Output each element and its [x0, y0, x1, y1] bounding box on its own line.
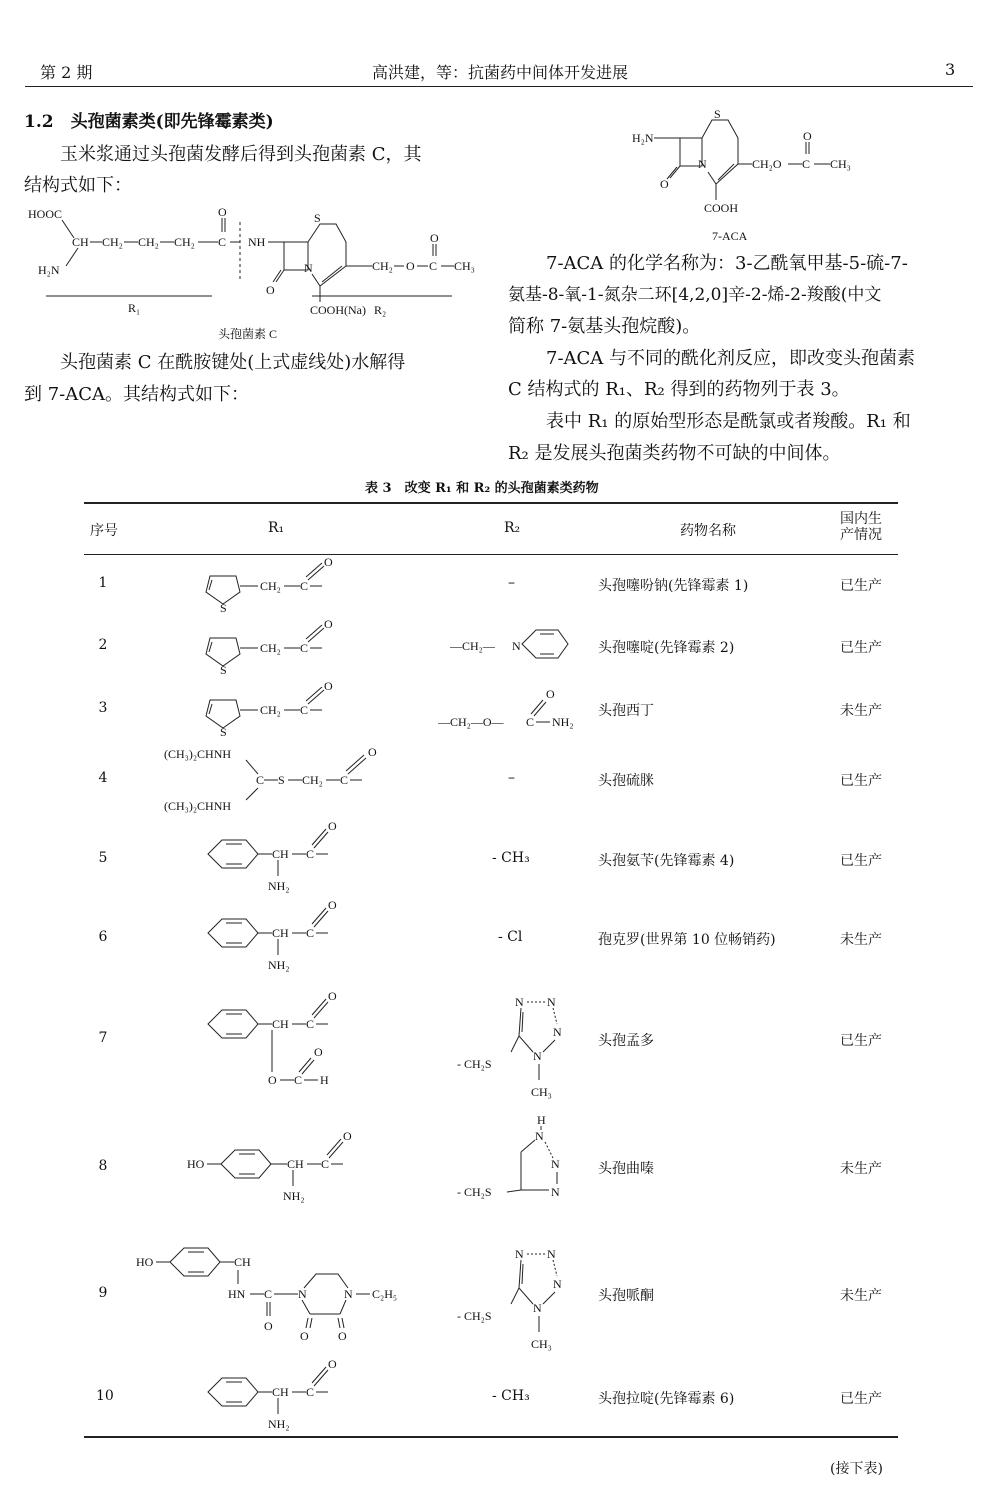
r2-triazolylthiomethyl-structure: [455, 1110, 575, 1206]
sulfur-label: S: [220, 601, 227, 612]
sulfur-label: S: [314, 211, 321, 225]
cephalosporin-c-structure: [22, 200, 482, 350]
oxygen-label: O: [368, 745, 377, 759]
carbonyl-c-label: C: [429, 259, 438, 273]
carbonyl-c-label: C: [306, 1017, 315, 1031]
ch2-label: CH₂: [302, 773, 323, 787]
oxygen-label: O: [324, 556, 333, 569]
table-caption: 表 3 改变 R₁ 和 R₂ 的头孢菌素类药物: [365, 481, 599, 496]
carbonyl-c-label: C: [300, 641, 309, 655]
ch2-label: CH₂: [372, 259, 393, 273]
nitrogen-label: N: [515, 1247, 524, 1261]
table-bottom-rule: [84, 1436, 898, 1438]
sulfur-label: S: [220, 663, 227, 674]
carbon-label: C: [256, 773, 265, 787]
nitrogen-label: N: [298, 1287, 307, 1301]
oxygen-label: O: [324, 618, 333, 631]
oxygen-label: O: [268, 1073, 277, 1087]
row-number: 3: [98, 700, 108, 716]
drug-name: 头孢噻吩钠(先锋霉素 1): [598, 578, 749, 594]
sulfur-label: S: [278, 773, 285, 787]
oxygen-label: O: [314, 1045, 323, 1059]
right-para-3-line-1: 表中 R₁ 的原始型形态是酰氯或者羧酸。R₁ 和: [546, 411, 911, 432]
drug-name: 头孢曲嗪: [598, 1161, 654, 1177]
r1-formylmandelyl-structure: [200, 988, 360, 1098]
r2-cell: - CH₃: [492, 1388, 530, 1404]
oxygen-label: O: [406, 259, 415, 273]
carbonyl-c-label: C: [802, 157, 811, 171]
drug-name: 头孢哌酮: [598, 1288, 654, 1304]
isopropylamino-label: (CH₃)₂CHNH: [164, 799, 232, 813]
nitrogen-label: N: [515, 995, 524, 1009]
header-rule: [25, 86, 973, 87]
ch2o-label: —CH₂—O—: [438, 715, 504, 729]
oxygen-label: O: [338, 1329, 347, 1343]
nitrogen-label: N: [698, 157, 707, 171]
production-status: 已生产: [840, 640, 882, 656]
row-number: 2: [98, 637, 108, 653]
col-header-production: [840, 511, 882, 543]
carbonyl-c-label: C: [306, 847, 315, 861]
ch2o-label: CH₂O: [752, 157, 782, 171]
r2-pyridinium-methyl-structure: [450, 624, 575, 666]
right-para-1-line-1: 7-ACA 的化学名称为：3-乙酰氧甲基-5-硫-7-: [546, 253, 908, 274]
ch-label: CH: [287, 1157, 304, 1171]
right-para-3-line-2: R₂ 是发展头孢菌类药物不可缺的中间体。: [508, 443, 841, 464]
nh2-label: NH₂: [268, 879, 290, 893]
nitrogen-label: N: [533, 1301, 542, 1315]
drug-name: 头孢硫脒: [598, 773, 654, 789]
row-number: 8: [98, 1158, 108, 1174]
carbonyl-c-label: C: [340, 773, 349, 787]
left-para-1-line-2: 结构式如下：: [24, 175, 132, 196]
hydrogen-label: H: [537, 1113, 546, 1127]
r1-piperacillin-side-chain-structure: [134, 1238, 424, 1344]
r1-thiophene-acetyl-structure: [200, 556, 350, 612]
drug-name: 头孢氨苄(先锋霉素 4): [598, 853, 735, 869]
carbonyl-c-label: C: [300, 703, 309, 717]
table-top-rule: [84, 502, 898, 504]
sulfur-label: S: [220, 725, 227, 736]
nh2-label: NH₂: [283, 1189, 305, 1203]
oxygen-label: O: [803, 129, 812, 143]
ch3-label: CH₃: [531, 1337, 552, 1351]
nitrogen-label: N: [551, 1157, 560, 1171]
oxygen-label: O: [328, 1357, 337, 1371]
carbonyl-c-label: C: [306, 926, 315, 940]
col-header-no: 序号: [90, 523, 118, 539]
cooh-label: COOH: [704, 201, 739, 215]
hooc-label: HOOC: [28, 207, 63, 221]
oxygen-label: O: [328, 819, 337, 833]
r1-phenylglycyl-structure: [200, 897, 360, 977]
oxygen-label: O: [328, 898, 337, 912]
ch-label: CH: [272, 926, 289, 940]
oxygen-label: O: [300, 1329, 309, 1343]
nitrogen-label: N: [553, 1025, 562, 1039]
sulfur-label: S: [714, 107, 721, 121]
production-status: 未生产: [840, 932, 882, 948]
ch2-label: —CH₂—: [450, 639, 495, 653]
cooh-label: COOH(Na): [310, 303, 366, 317]
carbonyl-c-label: C: [218, 235, 227, 249]
drug-name: 头孢西丁: [598, 703, 654, 719]
production-status: 已生产: [840, 853, 882, 869]
h2n-label: H₂N: [38, 263, 60, 277]
drug-name: 孢克罗(世界第 10 位畅销药): [598, 932, 776, 948]
ethyl-label: C₂H₅: [372, 1287, 398, 1301]
7-aca-structure: [630, 104, 890, 250]
row-number: 4: [98, 770, 108, 786]
ch2-label: CH₂: [138, 235, 159, 249]
ch3-label: CH₃: [830, 157, 851, 171]
hydrogen-label: H: [320, 1073, 329, 1087]
r1-dihydrophenylglycyl-structure: [200, 1356, 360, 1436]
issue-number: 第 2 期: [40, 63, 93, 82]
nitrogen-label: N: [551, 1185, 560, 1199]
carbonyl-c-label: C: [264, 1287, 273, 1301]
ch-label: CH: [272, 847, 289, 861]
col-header-production-line-1: 国内生: [840, 511, 882, 527]
drug-name: 头孢拉啶(先锋霉素 6): [598, 1391, 735, 1407]
section-title: 1.2 头孢菌素类(即先锋霉素类): [24, 112, 274, 132]
right-para-1-line-2: 氨基-8-氧-1-氮杂二环[4,2,0]辛-2-烯-2-羧酸(中文: [508, 285, 882, 305]
left-para-1-line-1: 玉米浆通过头孢菌发酵后得到头孢菌素 C，其: [60, 144, 422, 165]
production-status: 未生产: [840, 1161, 882, 1177]
nitrogen-label: N: [547, 1247, 556, 1261]
oxygen-label: O: [343, 1129, 352, 1143]
nitrogen-label: N: [304, 261, 313, 275]
col-header-r1: R₁: [268, 520, 285, 536]
carbon-label: C: [294, 1073, 303, 1087]
nitrogen-label: N: [533, 1049, 542, 1063]
table-header-rule: [84, 554, 898, 555]
carbonyl-c-label: C: [321, 1157, 330, 1171]
r2-cell: –: [508, 770, 515, 786]
row-number: 7: [98, 1030, 108, 1046]
right-para-2-line-1: 7-ACA 与不同的酰化剂反应，即改变头孢菌素: [546, 348, 916, 369]
production-status: 已生产: [840, 1033, 882, 1049]
nh2-label: NH₂: [268, 1417, 290, 1431]
production-status: 已生产: [840, 773, 882, 789]
production-status: 已生产: [840, 578, 882, 594]
r2-cell: –: [508, 575, 515, 591]
oxygen-label: O: [264, 1319, 273, 1333]
row-number: 10: [96, 1388, 114, 1404]
ch2s-label: - CH₂S: [457, 1309, 492, 1323]
ch2s-label: - CH₂S: [457, 1185, 492, 1199]
ch-label: CH: [272, 1017, 289, 1031]
carbonyl-c-label: C: [300, 579, 309, 593]
right-para-2-line-2: C 结构式的 R₁、R₂ 得到的药物列于表 3。: [508, 379, 850, 400]
production-status: 未生产: [840, 703, 882, 719]
nitrogen-label: N: [512, 639, 521, 653]
ch2s-label: - CH₂S: [457, 1057, 492, 1071]
col-header-r2: R₂: [504, 520, 521, 536]
cephalosporin-c-caption: 头孢菌素 C: [218, 327, 278, 341]
ch3-label: CH₃: [454, 259, 475, 273]
table-continued-note: (接下表): [830, 1461, 883, 1477]
carbonyl-c-label: C: [306, 1385, 315, 1399]
oxygen-label: O: [430, 231, 439, 245]
nh-label: HN: [228, 1287, 246, 1301]
row-number: 1: [98, 575, 108, 591]
drug-name: 头孢噻啶(先锋霉素 2): [598, 640, 735, 656]
oxygen-label: O: [324, 680, 333, 693]
oxygen-label: O: [266, 283, 275, 297]
r2-methyltetrazolylthiomethyl-structure: [455, 990, 575, 1102]
ch-label: CH: [272, 1385, 289, 1399]
page-number: 3: [945, 60, 956, 79]
row-number: 6: [98, 929, 108, 945]
oxygen-label: O: [660, 177, 669, 191]
nitrogen-label: N: [547, 995, 556, 1009]
r2-cell: - CH₃: [492, 850, 530, 866]
nh2-label: NH₂: [552, 715, 574, 729]
ch2-label: CH₂: [102, 235, 123, 249]
r2-carbamoyloxymethyl-structure: [438, 684, 588, 734]
carbonyl-c-label: C: [526, 715, 535, 729]
col-header-production-line-2: 产情况: [840, 527, 882, 543]
col-header-drug: 药物名称: [680, 523, 736, 539]
production-status: 已生产: [840, 1391, 882, 1407]
r1-thiophene-acetyl-structure: [200, 680, 350, 736]
r2-label: R₂: [374, 303, 387, 317]
right-para-1-line-3: 简称 7-氨基头孢烷酸)。: [508, 316, 701, 337]
isopropylamino-label: (CH₃)₂CHNH: [164, 747, 232, 761]
left-para-2-line-2: 到 7-ACA。其结构式如下：: [24, 384, 250, 405]
nitrogen-label: N: [344, 1287, 353, 1301]
hydroxyl-label: HO: [136, 1255, 154, 1269]
ch2-label: CH₂: [260, 579, 281, 593]
r2-cell: - Cl: [498, 929, 523, 945]
r1-amidinothio-acetyl-structure: [160, 738, 390, 818]
ch-label: CH: [72, 235, 89, 249]
left-para-2-line-1: 头孢菌素 C 在酰胺键处(上式虚线处)水解得: [60, 352, 406, 373]
row-number: 5: [98, 850, 108, 866]
r1-label: R₁: [128, 301, 141, 315]
r1-thiophene-acetyl-structure: [200, 618, 350, 674]
production-status: 未生产: [840, 1288, 882, 1304]
oxygen-label: O: [546, 687, 555, 701]
nitrogen-label: N: [553, 1277, 562, 1291]
r2-methyltetrazolylthiomethyl-structure: [455, 1242, 575, 1354]
oxygen-label: O: [218, 205, 227, 219]
ch2-label: CH₂: [260, 641, 281, 655]
ch2-label: CH₂: [260, 703, 281, 717]
nh-label: NH: [248, 235, 266, 249]
r1-phenylglycyl-structure: [200, 818, 360, 898]
r1-hydroxyphenylglycyl-structure: [185, 1124, 375, 1208]
drug-name: 头孢孟多: [598, 1033, 654, 1049]
row-number: 9: [98, 1285, 108, 1301]
h2n-label: H₂N: [632, 131, 654, 145]
ch-label: CH: [234, 1255, 251, 1269]
nitrogen-label: N: [535, 1129, 544, 1143]
running-title: 高洪建，等：抗菌药中间体开发进展: [372, 63, 629, 82]
hydroxyl-label: HO: [187, 1157, 205, 1171]
ch2-label: CH₂: [174, 235, 195, 249]
ch3-label: CH₃: [531, 1085, 552, 1099]
7-aca-caption: 7-ACA: [712, 229, 748, 243]
oxygen-label: O: [328, 989, 337, 1003]
nh2-label: NH₂: [268, 958, 290, 972]
